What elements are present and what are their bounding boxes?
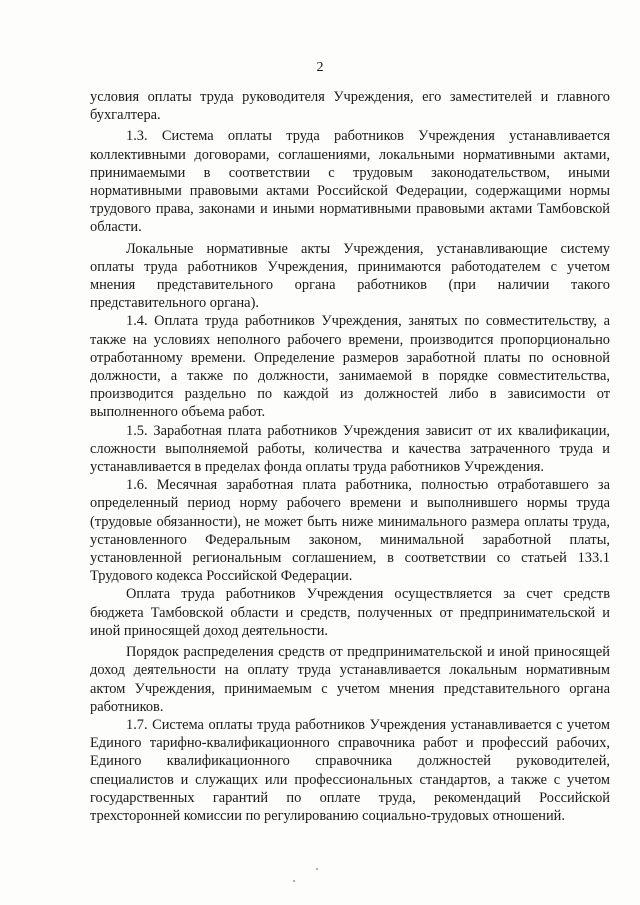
paragraph-funding: Оплата труда работников Учреждения осуществляется за счет средств бюджета Тамбовской области и средств, полученных от предпринимательской и иной приносящей доход деятельности.	[90, 586, 610, 639]
paragraph-1-3: 1.3. Система оплаты труда работников Учреждения устанавливается коллективными договорами, соглашениями, локальными нормативными актами, принимаемыми в соответствии с трудовым законодательством, иными нормативными правовыми актами Российской Федерации, содержащими нормы трудового права, законами и иными нормативными правовыми актами Тамбовской области.	[90, 128, 610, 236]
scan-speck	[293, 880, 295, 882]
paragraph-1-7: 1.7. Система оплаты труда работников Учреждения устанавливается с учетом Единого тарифно-квалификационного справочника работ и профессий рабочих, Единого квалификационного справочника должностей руководителей, специалистов и служащих или профессиональных стандартов, а также с учетом государственных гарантий по оплате труда, рекомендаций Российской трехсторонней комиссии по регулированию социально-трудовых отношений.	[90, 716, 610, 824]
page-number: 2	[316, 60, 324, 75]
paragraph-local-acts: Локальные нормативные акты Учреждения, устанавливающие систему оплаты труда работников Учреждения, принимаются работодателем с учетом мнения представительного органа работников (при наличии такого представительного органа).	[90, 240, 610, 312]
paragraph-1-6: 1.6. Месячная заработная плата работника, полностью отработавшего за определенный период норму рабочего времени и выполнившего нормы труда (трудовые обязанности), не может быть ниже минимального размера оплаты труда, установленного Федеральным законом, минимальной заработной платы, установленной региональным соглашением, в соответствии со статьей 133.1 Трудового кодекса Российской Федерации.	[90, 477, 610, 585]
paragraph-distribution: Порядок распределения средств от предпринимательской и иной приносящей доход деятельности на оплату труда устанавливается локальным нормативным актом Учреждения, принимаемым с учетом мнения представительного органа работников.	[90, 644, 610, 715]
paragraph-continuation: условия оплаты труда руководителя Учреждения, его заместителей и главного бухгалтера.	[90, 89, 610, 124]
document-body	[90, 88, 610, 825]
paragraph-1-5: 1.5. Заработная плата работников Учреждения зависит от их квалификации, сложности выполняемой работы, количества и качества затраченного труда и устанавливается в пределах фонда оплаты труда работников Учреждения.	[90, 422, 610, 476]
paragraph-1-4: 1.4. Оплата труда работников Учреждения, занятых по совместительству, а также на условиях неполного рабочего времени, производится пропорционально отработанному времени. Определение размеров заработной платы по основной должности, а также по должности, занимаемой в порядке совместительства, производится раздельно по каждой из должностей либо в зависимости от выполненного объема работ.	[90, 313, 610, 421]
scan-speck	[316, 868, 318, 870]
